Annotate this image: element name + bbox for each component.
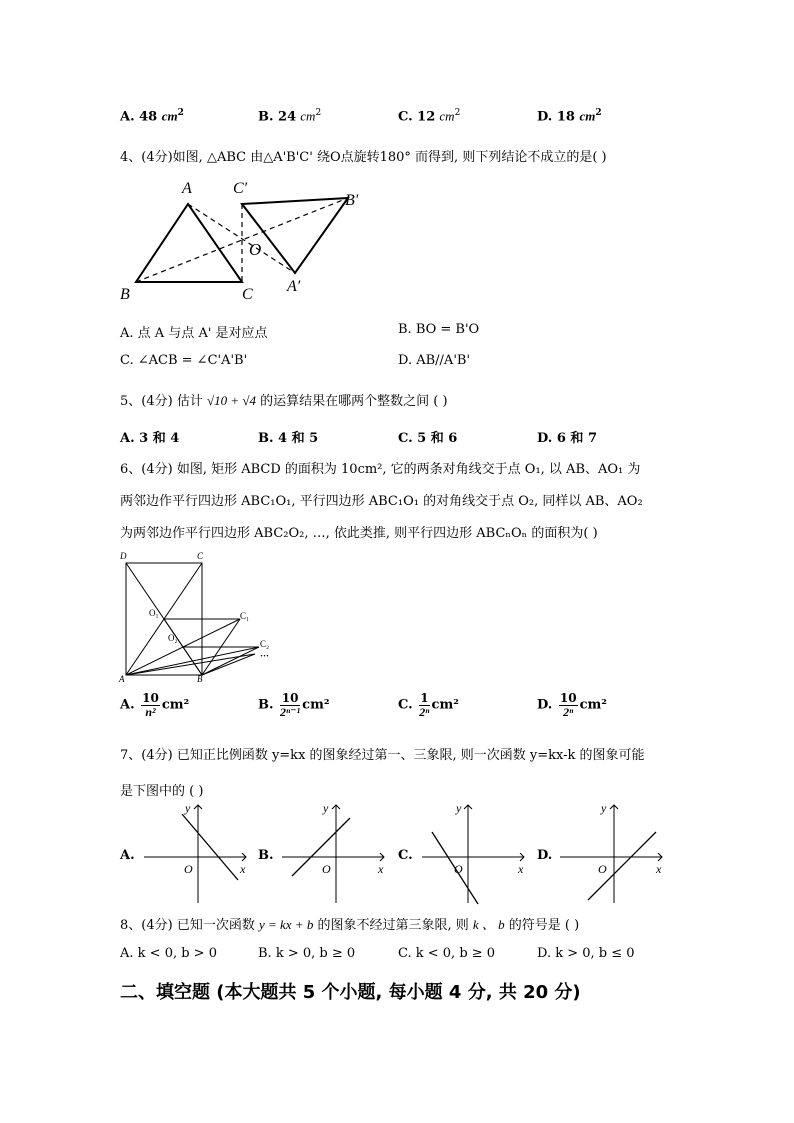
q8-option-c: C. k < 0, b ≥ 0 <box>398 946 496 961</box>
y-label: y <box>323 801 329 815</box>
q7-graph-c <box>420 800 530 905</box>
q6-option-a-unit: cm² <box>161 697 190 713</box>
q3-option-c <box>398 108 460 124</box>
q7-graph-a <box>142 800 252 905</box>
q6-option-c <box>398 692 459 718</box>
q6-line1: 6、(4分) 如图, 矩形 ABCD 的面积为 10cm², 它的两条对角线交于点 O₁, 以 AB、AO₁ 为 <box>120 462 641 477</box>
q3-option-a-text: A. 48 <box>120 109 158 125</box>
q3-option-b-unit: cm <box>300 108 316 124</box>
q6-option-c-den: 2ⁿ <box>419 704 430 719</box>
q4-option-a: A. 点 A 与点 A' 是对应点 <box>120 326 268 341</box>
q7-graph-label-b: B. <box>258 848 274 863</box>
q7-line1: 7、(4分) 已知正比例函数 y=kx 的图象经过第一、三象限, 则一次函数 y=kx-k 的图象可能 <box>120 748 645 763</box>
q6-option-b-label: B. <box>258 697 274 713</box>
label-O2: O₂ <box>168 633 178 643</box>
q4-option-d: D. AB//A'B' <box>398 353 471 368</box>
x-label: x <box>656 862 662 876</box>
a-c3 <box>126 654 255 675</box>
q5-option-a: A. 3 和 4 <box>120 431 180 446</box>
q6-option-d-fraction <box>559 692 578 718</box>
q5-stem-expr: √10 + √4 <box>206 393 257 408</box>
q8-stem-expr: y = kx + b <box>258 917 314 932</box>
q3-option-d-text: D. 18 <box>537 109 575 125</box>
q6-option-d-unit: cm² <box>579 697 607 713</box>
q8-option-b: B. k > 0, b ≥ 0 <box>258 946 356 961</box>
q8-stem-post: 的符号是 ( ) <box>508 918 580 933</box>
q7-graph-label-d: D. <box>537 848 553 863</box>
q6-option-a-den: n² <box>145 704 156 719</box>
label-O1: O₁ <box>149 608 159 618</box>
origin-label: O <box>322 862 331 876</box>
q4-option-c: C. ∠ACB = ∠C'A'B' <box>120 353 248 368</box>
q6-option-d-label: D. <box>537 697 553 713</box>
q6-line2: 两邻边作平行四边形 ABC₁O₁, 平行四边形 ABC₁O₁ 的对角线交于点 O₂, 同样以 AB、AO₂ <box>120 494 643 509</box>
q8-stem-mid: 的图象不经过第三象限, 则 <box>317 918 469 933</box>
origin-label: O <box>454 862 463 876</box>
q3-option-a-exp: 2 <box>177 108 184 118</box>
q7-graph-b <box>280 800 390 905</box>
q5-option-d: D. 6 和 7 <box>537 431 598 446</box>
origin-label: O <box>184 862 193 876</box>
q3-option-d <box>537 108 602 124</box>
q6-option-a <box>120 692 189 718</box>
q6-option-c-fraction <box>419 692 429 718</box>
q6-option-d <box>537 692 607 718</box>
y-label: y <box>601 801 607 815</box>
x-label: x <box>378 862 384 876</box>
q5-stem-pre: 5、(4分) 估计 <box>120 394 203 409</box>
label-C1: C₁ <box>240 611 250 621</box>
q3-option-c-unit: cm <box>439 108 455 124</box>
triangle-abc <box>136 204 242 282</box>
q5-option-c: C. 5 和 6 <box>398 431 458 446</box>
q3-option-c-exp: 2 <box>454 108 461 118</box>
q8-option-a: A. k < 0, b > 0 <box>120 946 217 961</box>
q3-option-d-unit: cm <box>579 108 596 124</box>
x-label: x <box>518 862 524 876</box>
q7-graph-d <box>558 800 668 905</box>
q8-stem-vars: k 、 b <box>472 917 505 932</box>
q6-option-d-den: 2ⁿ <box>563 704 574 719</box>
q3-option-a <box>120 108 184 124</box>
label-C: C <box>242 286 253 303</box>
q3-option-b <box>258 108 321 124</box>
q7-graph-label-c: C. <box>398 848 413 863</box>
graph-line <box>292 818 350 876</box>
label-Bp: B′ <box>345 192 359 209</box>
y-label: y <box>456 801 462 815</box>
q6-option-b-fraction <box>280 692 300 718</box>
q6-option-c-num: 1 <box>420 691 429 705</box>
y-label: y <box>185 801 191 815</box>
label-Cp: C′ <box>233 180 248 197</box>
q7-graph-label-a: A. <box>120 848 135 863</box>
q5-stem <box>120 390 448 409</box>
q6-line3: 为两邻边作平行四边形 ABC₂O₂, …, 依此类推, 则平行四边形 ABCₙOₙ 的面积为( ) <box>120 526 598 541</box>
q6-option-a-num: 10 <box>142 691 159 705</box>
q6-option-b-den: 2ⁿ⁻¹ <box>280 704 301 719</box>
q3-option-c-text: C. 12 <box>398 109 436 125</box>
label-Ap: A′ <box>287 278 301 295</box>
x-label: x <box>240 862 246 876</box>
label-B: B <box>120 286 130 303</box>
q8-stem <box>120 914 579 933</box>
label-A: A <box>119 674 125 683</box>
triangle-apbpcp <box>242 198 348 273</box>
q5-stem-post: 的运算结果在哪两个整数之间 ( ) <box>260 394 448 409</box>
q3-option-a-unit: cm <box>161 108 178 124</box>
q6-figure <box>115 548 280 683</box>
q3-option-b-exp: 2 <box>315 108 322 118</box>
label-A: A <box>182 180 192 197</box>
q6-option-b-num: 10 <box>281 691 299 705</box>
label-dots: ··· <box>260 651 270 661</box>
label-C2: C₂ <box>260 639 270 649</box>
q6-option-b <box>258 692 330 718</box>
q3-option-b-text: B. 24 <box>258 109 297 125</box>
q4-stem: 4、(4分)如图, △ABC 由△A'B'C' 绕O点旋转180° 而得到, 则下列结论不成立的是( ) <box>120 150 607 165</box>
origin-label: O <box>598 862 607 876</box>
label-O: O <box>249 240 262 259</box>
a-c2 <box>126 647 259 675</box>
q5-option-b: B. 4 和 5 <box>258 431 319 446</box>
q6-option-c-label: C. <box>398 697 413 713</box>
q6-option-b-unit: cm² <box>302 697 330 713</box>
q8-stem-pre: 8、(4分) 已知一次函数 <box>120 918 255 933</box>
q4-figure <box>115 175 375 305</box>
label-C: C <box>197 551 204 561</box>
section-2-title: 二、填空题 (本大题共 5 个小题, 每小题 4 分, 共 20 分) <box>120 982 581 1003</box>
q4-option-b: B. BO = B'O <box>398 322 480 337</box>
q6-option-c-unit: cm² <box>431 697 459 713</box>
q7-line2: 是下图中的 ( ) <box>120 784 204 799</box>
label-D: D <box>120 551 127 561</box>
q8-option-d: D. k > 0, b ≤ 0 <box>537 946 635 961</box>
q6-option-a-label: A. <box>120 697 135 713</box>
q6-option-a-fraction <box>141 692 160 718</box>
q3-option-d-exp: 2 <box>595 108 602 118</box>
label-B: B <box>197 674 203 683</box>
q6-option-d-num: 10 <box>559 691 577 705</box>
